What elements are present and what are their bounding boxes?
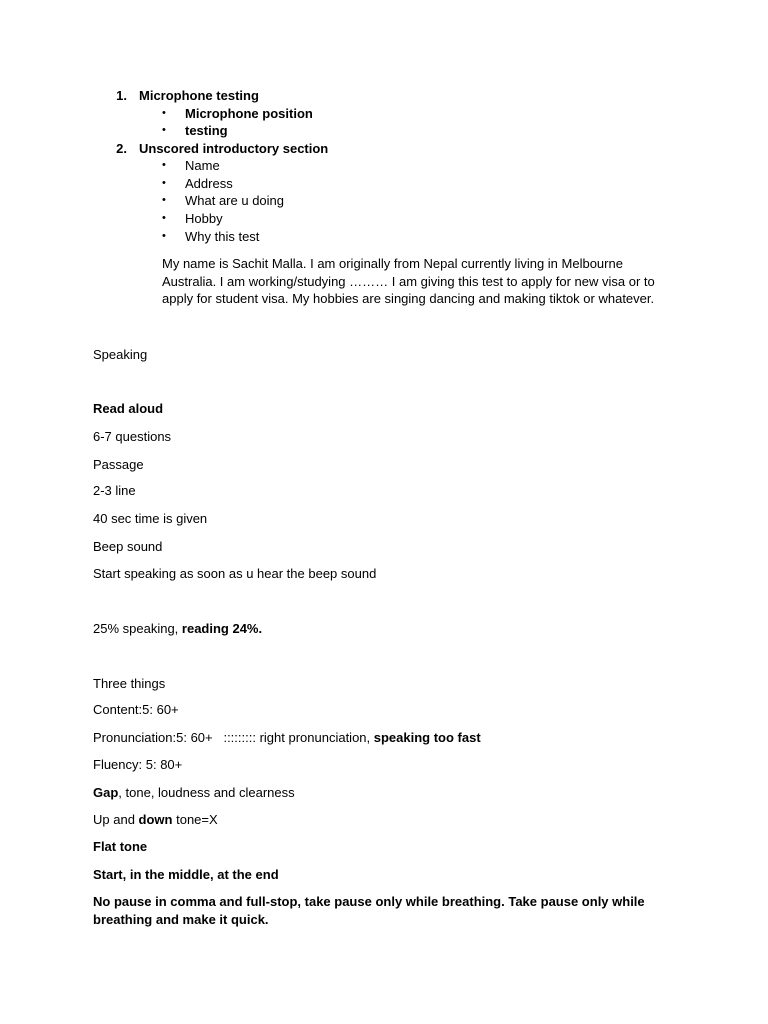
gap-bold-text: Gap bbox=[93, 785, 119, 800]
pronunciation-bold-text: speaking too fast bbox=[373, 730, 481, 745]
tone-text-part2: tone=X bbox=[172, 812, 218, 827]
list-title-microphone-testing: Microphone testing bbox=[139, 88, 259, 103]
weights-normal-text: 25% speaking, bbox=[93, 621, 182, 636]
pause-note: No pause in comma and full-stop, take pause only while breathing. Take pause only while breathing and make it quick. bbox=[93, 894, 645, 927]
bullet-icon: • bbox=[162, 212, 166, 224]
intro-paragraph: My name is Sachit Malla. I am originally from Nepal currently living in Melbourne Australia. I am working/studying ……… I am giving this test to apply for new visa or to apply for student visa. My hobbies are singing dancing and making tiktok or whatever. bbox=[162, 256, 655, 307]
list-item: Name bbox=[185, 158, 220, 173]
list-item: Why this test bbox=[185, 229, 260, 244]
read-aloud-line: 40 sec time is given bbox=[93, 511, 208, 526]
list-number-1: 1. bbox=[116, 88, 127, 103]
content-score-line: Content:5: 60+ bbox=[93, 702, 179, 717]
list-number-2: 2. bbox=[116, 141, 127, 156]
list-title-introductory-section: Unscored introductory section bbox=[139, 141, 329, 156]
read-aloud-line: Beep sound bbox=[93, 539, 163, 554]
flat-tone-line: Flat tone bbox=[93, 839, 148, 854]
list-item: Hobby bbox=[185, 211, 223, 226]
read-aloud-line: 2-3 line bbox=[93, 483, 136, 498]
gap-tone-line bbox=[93, 784, 295, 802]
bullet-icon: • bbox=[162, 159, 166, 171]
bullet-icon: • bbox=[162, 194, 166, 206]
list-item: What are u doing bbox=[185, 193, 285, 208]
read-aloud-line: 6-7 questions bbox=[93, 429, 172, 444]
speaking-heading: Speaking bbox=[93, 347, 148, 362]
gap-normal-text: , tone, loudness and clearness bbox=[118, 785, 295, 800]
bullet-icon: • bbox=[162, 177, 166, 189]
list-item: testing bbox=[185, 123, 228, 138]
tone-text-part1: Up and bbox=[93, 812, 139, 827]
three-things-heading: Three things bbox=[93, 676, 166, 691]
weights-bold-text: reading 24%. bbox=[181, 621, 263, 636]
list-item: Microphone position bbox=[185, 106, 313, 121]
read-aloud-line: Passage bbox=[93, 457, 144, 472]
bullet-icon: • bbox=[162, 107, 166, 119]
pronunciation-score-line bbox=[93, 729, 481, 747]
read-aloud-heading: Read aloud bbox=[93, 401, 164, 416]
list-item: Address bbox=[185, 176, 233, 191]
read-aloud-line: Start speaking as soon as u hear the beep sound bbox=[93, 566, 377, 581]
pronunciation-normal-text: Pronunciation:5: 60+ ::::::::: right pronunciation, bbox=[93, 730, 374, 745]
tone-bold-text: down bbox=[138, 812, 173, 827]
fluency-score-line: Fluency: 5: 80+ bbox=[93, 757, 183, 772]
bullet-icon: • bbox=[162, 124, 166, 136]
positions-line: Start, in the middle, at the end bbox=[93, 867, 279, 882]
bullet-icon: • bbox=[162, 230, 166, 242]
score-weights bbox=[93, 620, 262, 638]
tone-line bbox=[93, 811, 218, 829]
